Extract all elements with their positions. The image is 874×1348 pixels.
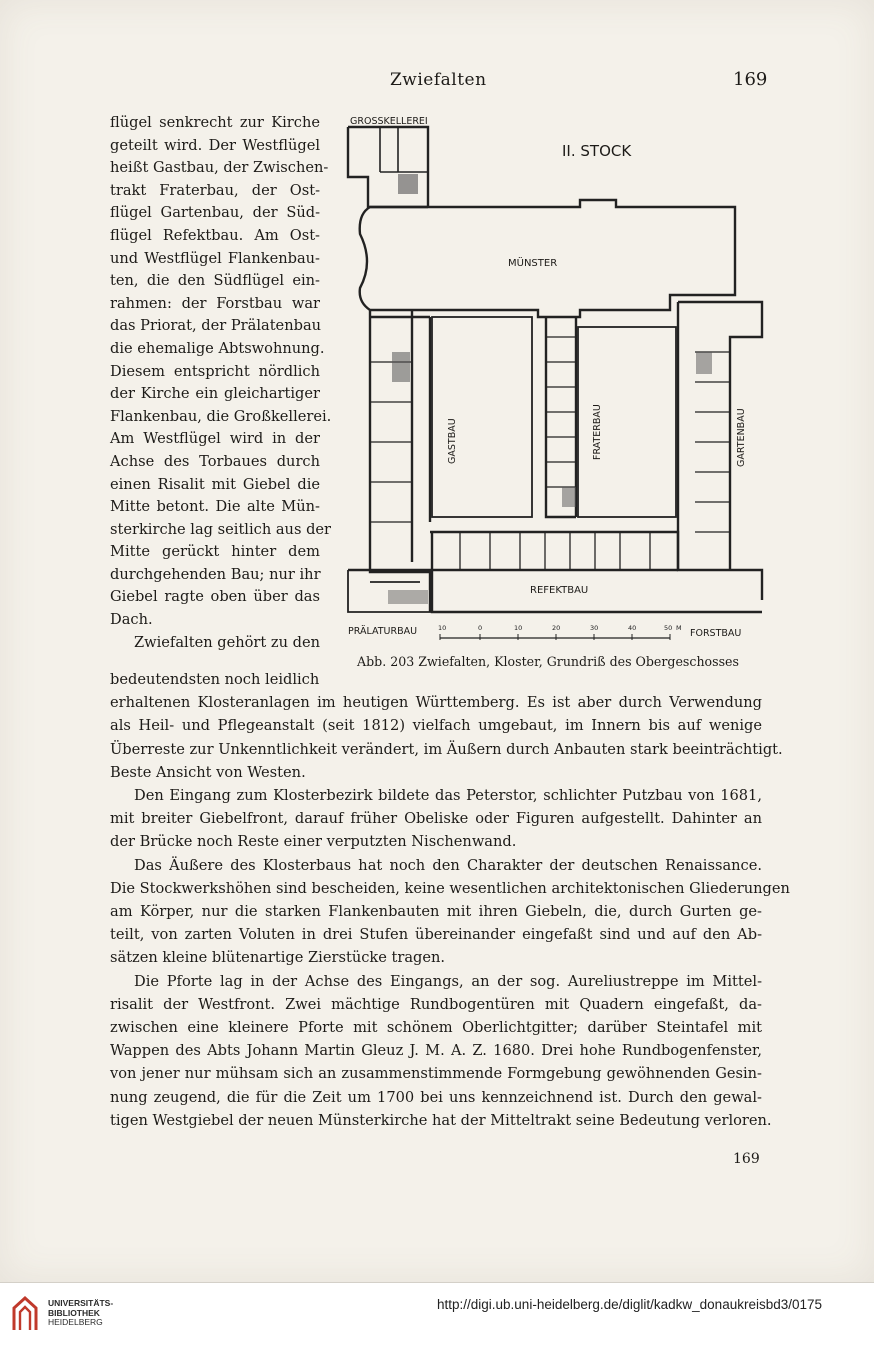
body-text [110, 668, 790, 1132]
scale-unit: M [676, 624, 682, 632]
scale-tick-label: 10 [514, 624, 523, 632]
library-name-line: BIBLIOTHEK [48, 1307, 100, 1318]
label-fraterbau: FRATERBAU [592, 404, 603, 460]
text-line: trakt Fraterbau, der Ost- [110, 181, 320, 199]
text-line: Die Stockwerkshöhen sind bescheiden, keine wesentlichen architektonischen Gliederungen [110, 879, 790, 897]
scale-tick-label: 20 [552, 624, 561, 632]
text-line: Mitte gerückt hinter dem [110, 543, 320, 561]
text-line: flügel Gartenbau, der Süd- [110, 204, 320, 222]
text-line: ten, die den Südflügel ein- [110, 272, 320, 290]
label-forstbau: FORSTBAU [690, 628, 742, 639]
footer-page-number: 169 [733, 1151, 760, 1167]
text-line: risalit der Westfront. Zwei mächtige Rundbogentüren mit Quadern eingefaßt, da- [110, 995, 762, 1013]
text-line: durchgehenden Bau; nur ihr [110, 565, 321, 583]
label-gartenbau: GARTENBAU [736, 408, 747, 467]
stair-hatch [392, 352, 410, 382]
text-line: erhaltenen Klosteranlagen im heutigen Württemberg. Es ist aber durch Verwendung [110, 694, 762, 712]
text-line: Wappen des Abts Johann Martin Gleuz J. M. A. Z. 1680. Drei hohe Rundbogenfenster, [110, 1042, 762, 1060]
text-line: tigen Westgiebel der neuen Münsterkirche hat der Mitteltrakt seine Bedeutung verloren. [110, 1111, 772, 1129]
text-line: flügel senkrecht zur Kirche [110, 114, 320, 131]
text-line: Diesem entspricht nördlich [110, 362, 320, 380]
stair-hatch [398, 174, 418, 194]
wall-fraterbau-cells [546, 337, 576, 487]
text-line: sterkirche lag seitlich aus der [110, 520, 332, 538]
stair-hatch [388, 590, 428, 604]
text-line: rahmen: der Forstbau war [110, 294, 320, 312]
text-line: nung zeugend, die für die Zeit um 1700 bei uns kennzeichnend ist. Durch den gewal- [110, 1088, 762, 1106]
stair-hatch [562, 487, 576, 507]
text-line: geteilt wird. Der Westflügel [110, 136, 320, 154]
text-line: sätzen kleine blütenartige Zierstücke tragen. [110, 949, 446, 967]
scale-tick-label: 40 [628, 624, 637, 632]
library-name-line: HEIDELBERG [48, 1317, 103, 1327]
wall-gartenbau [678, 302, 762, 600]
permalink-url[interactable]: http://digi.ub.uni-heidelberg.de/diglit/kadkw_donaukreisbd3/0175 [437, 1297, 823, 1312]
text-line: der Kirche ein gleichartiger [110, 385, 320, 403]
text-line: der Brücke noch Reste einer verputzten Nischenwand. [110, 833, 517, 851]
text-line: und Westflügel Flankenbau- [110, 249, 320, 267]
scale-tick-label: 50 [664, 624, 673, 632]
text-line: zwischen eine kleinere Pforte mit schönem Oberlichtgitter; darüber Steintafel mit [110, 1019, 762, 1037]
text-line: Dach. [110, 611, 153, 629]
label-stock: II. STOCK [562, 142, 632, 160]
text-line: Den Eingang zum Klosterbezirk bildete das Peterstor, schlichter Putzbau von 1681, [134, 787, 762, 805]
text-line: Mitte betont. Die alte Mün- [110, 498, 320, 516]
text-line: mit breiter Giebelfront, darauf früher Obeliske oder Figuren aufgestellt. Dahinter an [110, 810, 762, 828]
text-line: einen Risalit mit Giebel die [110, 475, 320, 493]
text-line: bedeutendsten noch leidlich [110, 671, 320, 688]
label-gastbau: GASTBAU [447, 418, 458, 464]
label-refektbau: REFEKTBAU [530, 585, 589, 596]
wall-grosskellerei-inner [380, 127, 428, 172]
running-head-title: Zwiefalten [390, 70, 487, 90]
scale-tick-label: 30 [590, 624, 599, 632]
label-grosskellerei: GROSSKELLEREI [350, 116, 428, 127]
text-line: heißt Gastbau, der Zwischen- [110, 159, 329, 177]
floor-plan-figure [340, 112, 764, 642]
text-line: Zwiefalten gehört zu den [134, 633, 320, 651]
text-line: das Priorat, der Prälatenbau [110, 317, 322, 335]
text-line: die ehemalige Abtswohnung. [110, 339, 325, 357]
viewer-footer-bar [0, 1282, 874, 1348]
running-head-page-number: 169 [733, 69, 768, 90]
text-line: Achse des Torbaues durch [110, 452, 320, 470]
figure-caption: Abb. 203 Zwiefalten, Kloster, Grundriß des Obergeschosses [357, 654, 739, 669]
library-name-line: UNIVERSITÄTS- [48, 1298, 114, 1308]
wall-refektbau-cells [460, 532, 650, 570]
text-line: Überreste zur Unkenntlichkeit verändert, im Äußern durch Anbauten stark beeinträchtigt. [110, 740, 783, 758]
text-line: Die Pforte lag in der Achse des Eingangs, an der sog. Aureliustreppe im Mittel- [134, 972, 762, 990]
text-line: Das Äußere des Klosterbaus hat noch den Charakter der deutschen Renaissance. [134, 856, 762, 874]
scale-tick-label: 10 [438, 624, 447, 632]
label-muenster: MÜNSTER [508, 258, 558, 269]
scale-bar [438, 624, 682, 640]
library-name [48, 1299, 113, 1328]
wall-gartenbau-cells [695, 352, 730, 532]
text-line: von jener nur mühsam sich an zusammenstimmende Formgebung gewöhnenden Gesin- [110, 1065, 762, 1083]
wall-gastbau-cells [370, 362, 412, 522]
text-line: Beste Ansicht von Westen. [110, 763, 306, 781]
label-praelaturbau: PRÄLATURBAU [348, 626, 418, 637]
wall-gastbau [370, 310, 430, 572]
stair-hatch [696, 352, 712, 374]
text-line: Am Westflügel wird in der [110, 430, 320, 448]
text-line: flügel Refektbau. Am Ost- [110, 226, 320, 244]
text-line: Flankenbau, die Großkellerei. [110, 407, 332, 425]
text-line: als Heil- und Pflegeanstalt (seit 1812) vielfach umgebaut, im Innern bis auf wenige [110, 717, 762, 735]
courtyard-gastbau [432, 317, 532, 517]
text-line: am Körper, nur die starken Flankenbauten mit ihren Giebeln, die, durch Gurten ge- [110, 903, 762, 921]
text-line: teilt, von zarten Voluten in drei Stufen übereinander eingefaßt sind und auf den Ab- [110, 926, 762, 944]
text-line: Giebel ragte oben über das [110, 588, 320, 606]
scale-tick-label: 0 [478, 624, 483, 632]
university-library-logo-icon [10, 1294, 40, 1332]
left-column-text [110, 112, 332, 654]
wall-grosskellerei [348, 127, 428, 207]
